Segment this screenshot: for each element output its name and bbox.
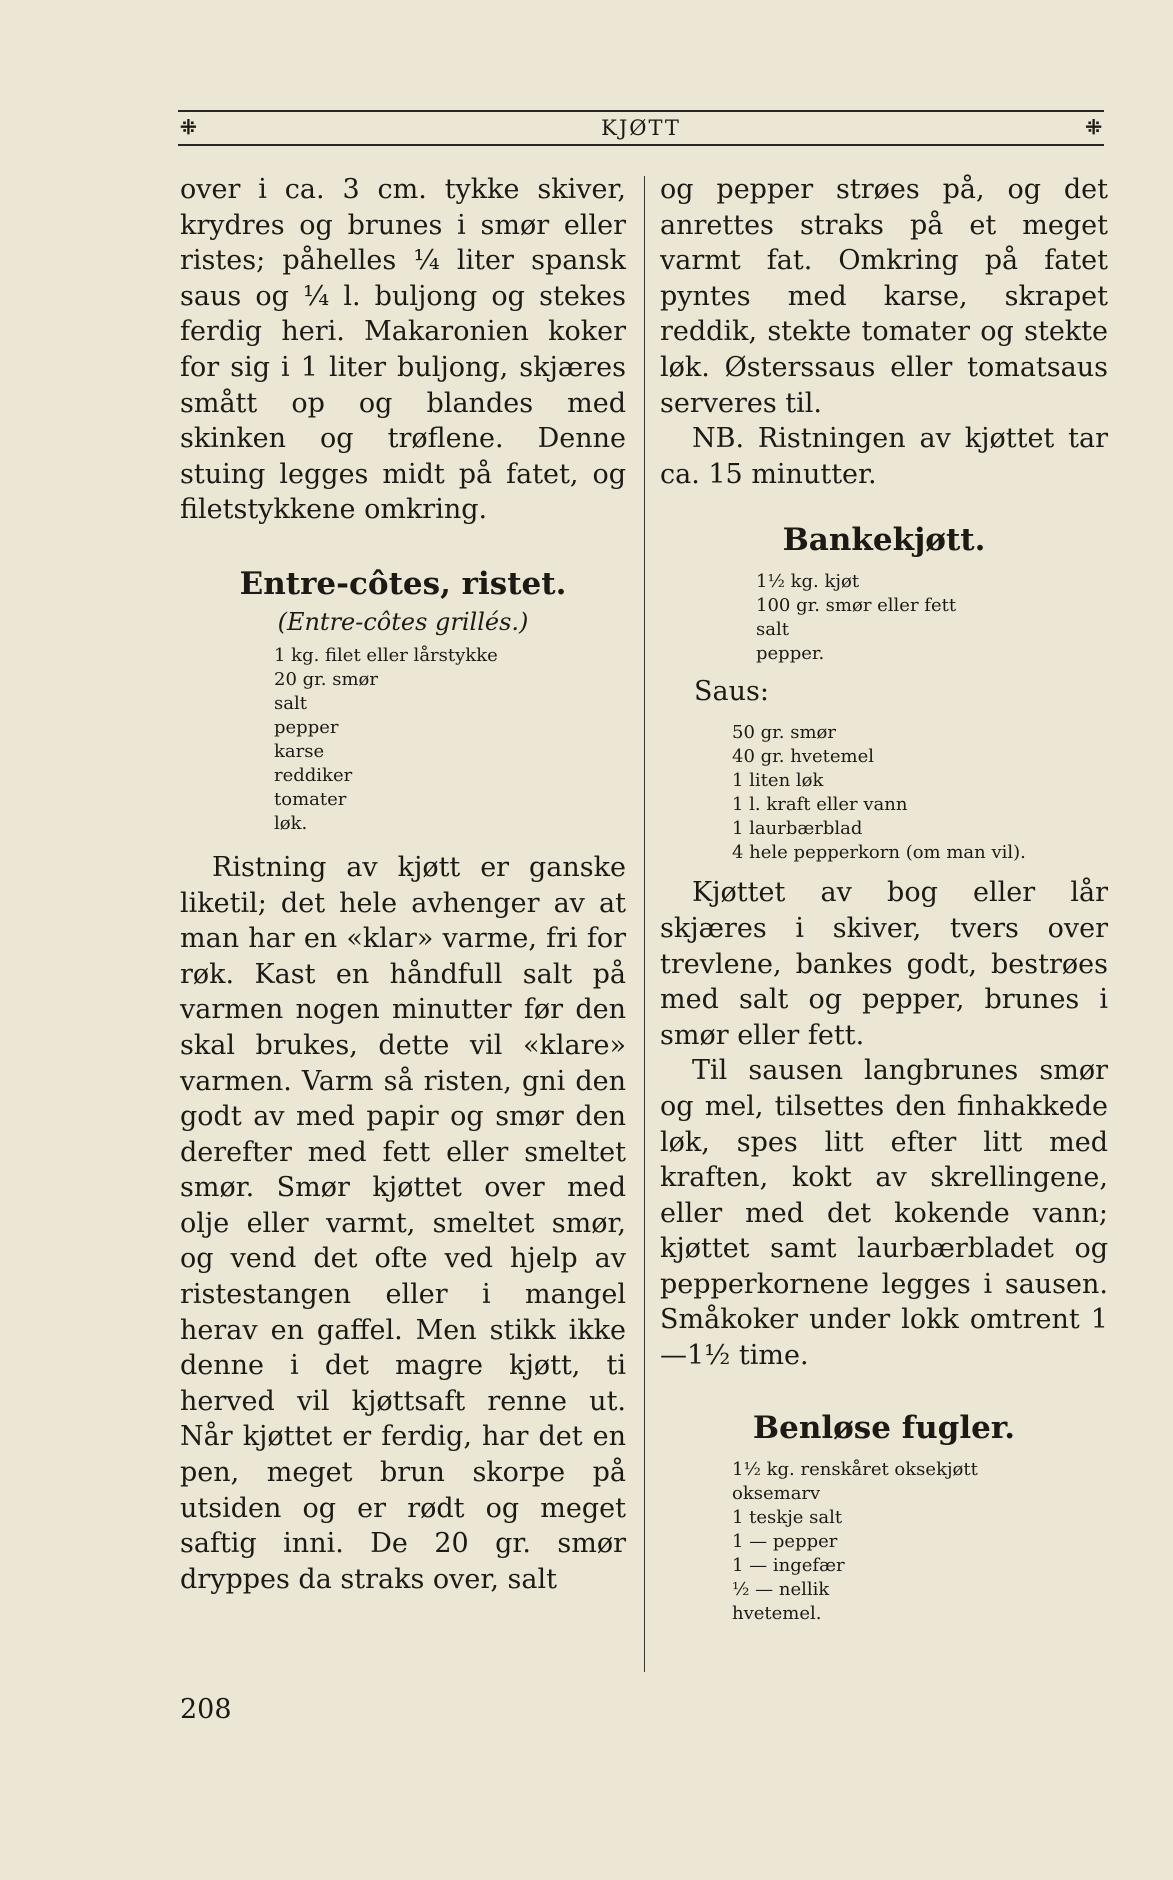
column-divider	[644, 176, 645, 1672]
ornament-left-icon: ⁜	[180, 115, 197, 139]
page-number: 208	[180, 1694, 232, 1725]
ingredient-item: 1 — ingefær	[732, 1554, 845, 1576]
ingredient-item: tomater	[274, 788, 347, 810]
ingredient-item: 20 gr. smør	[274, 668, 378, 690]
running-header	[178, 102, 1104, 148]
continued-paragraph: og pepper strøes på, og det anrettes straks på et meget varmt fat. Omkring på fatet pyntes med karse, skrapet reddik, stekte tomater og stekte løk. Østerssaus eller tomatsaus serveres til.	[660, 174, 1108, 419]
ingredients-list-benlose-fugler	[732, 1458, 1108, 1626]
ornament-right-icon: ⁜	[1085, 115, 1102, 139]
ingredients-list-entrecotes	[274, 644, 626, 836]
ingredient-item: 1½ kg. renskåret oksekjøtt	[732, 1458, 978, 1480]
body-paragraph-bankekjott-2: Til sausen langbrunes smør og mel, tilsettes den finhakkede løk, spes litt efter litt med kraften, kokt av skrellingene, eller med det kokende vann; kjøttet samt laurbærbladet og pepperkornene legges i sausen. Småkoker under lokk omtrent 1—1½ time.	[660, 1055, 1108, 1372]
left-column	[180, 172, 626, 1597]
ingredient-item: 1½ kg. kjøt	[756, 571, 860, 593]
ingredient-item: 1 laurbærblad	[732, 818, 863, 840]
ingredients-list-bankekjott	[756, 570, 1108, 666]
recipe-title-bankekjott: Bankekjøtt.	[782, 522, 986, 559]
ingredient-item: 4 hele pepperkorn (om man vil).	[732, 842, 1026, 864]
ingredient-item: salt	[274, 692, 307, 714]
ingredients-list-saus	[732, 721, 1108, 865]
nb-paragraph: NB. Ristningen av kjøttet tar ca. 15 minutter.	[660, 423, 1108, 490]
running-head-title: KJØTT	[601, 116, 681, 140]
ingredient-item: oksemarv	[732, 1482, 821, 1504]
body-paragraph-bankekjott-1: Kjøttet av bog eller lår skjæres i skiver, tvers over trevlene, bankes godt, bestrøes med salt og pepper, brunes i smør eller fett.	[660, 877, 1108, 1051]
ingredient-item: 40 gr. hvetemel	[732, 746, 874, 768]
header-rule-top	[178, 110, 1104, 112]
recipe-subtitle-entrecotes: (Entre-côtes grillés.)	[277, 607, 529, 636]
right-column	[660, 172, 1108, 1626]
ingredient-item: 1 l. kraft eller vann	[732, 794, 908, 816]
ingredient-item: 100 gr. smør eller fett	[756, 595, 957, 617]
recipe-title-benlose-fugler: Benløse fugler.	[752, 1409, 1016, 1446]
ingredient-item: 1 teskje salt	[732, 1506, 843, 1528]
body-paragraph-entrecotes: Ristning av kjøtt er ganske liketil; det hele avhenger av at man har en «klar» varme, fri for røk. Kast en håndfull salt på varmen nogen minutter før den skal brukes, dette vil «klare» varmen. Varm så risten, gni den godt av med papir og smør den derefter med fett eller smeltet smør. Smør kjøttet over med olje eller varmt, smeltet smør, og vend det ofte ved hjelp av ristestangen eller i mangel herav en gaffel. Men stikk ikke denne i det magre kjøtt, ti herved vil kjøttsaft renne ut. Når kjøttet er ferdig, har det en pen, meget brun skorpe på utsiden og er rødt og meget saftig inni. De 20 gr. smør dryppes da straks over, salt	[180, 851, 626, 1595]
ingredient-item: pepper.	[756, 643, 825, 665]
ingredient-item: 1 kg. filet eller lårstykke	[274, 644, 498, 666]
ingredient-item: ½ — nellik	[732, 1578, 830, 1600]
intro-paragraph: over i ca. 3 cm. tykke skiver, krydres og brunes i smør eller ristes; påhelles ¼ liter spansk saus og ¼ l. buljong og stekes ferdig heri. Makaronien koker for sig i 1 liter buljong, skjæres smått op og blandes med skinken og trøflene. Denne stuing legges midt på fatet, og filetstykkene omkring.	[180, 174, 626, 526]
header-rule-bottom	[178, 144, 1104, 146]
ingredient-item: pepper	[274, 716, 339, 738]
ingredient-item: reddiker	[274, 764, 353, 786]
ingredient-item: 50 gr. smør	[732, 722, 836, 744]
ingredient-item: løk.	[274, 812, 308, 834]
ingredient-item: 1 liten løk	[732, 770, 824, 792]
ingredient-item: 1 — pepper	[732, 1530, 838, 1552]
ingredient-item: salt	[756, 619, 789, 641]
ingredient-item: hvetemel.	[732, 1602, 822, 1624]
recipe-title-entrecotes: Entre-côtes, ristet.	[239, 565, 567, 602]
saus-label: Saus:	[694, 676, 769, 708]
ingredient-item: karse	[274, 740, 325, 762]
